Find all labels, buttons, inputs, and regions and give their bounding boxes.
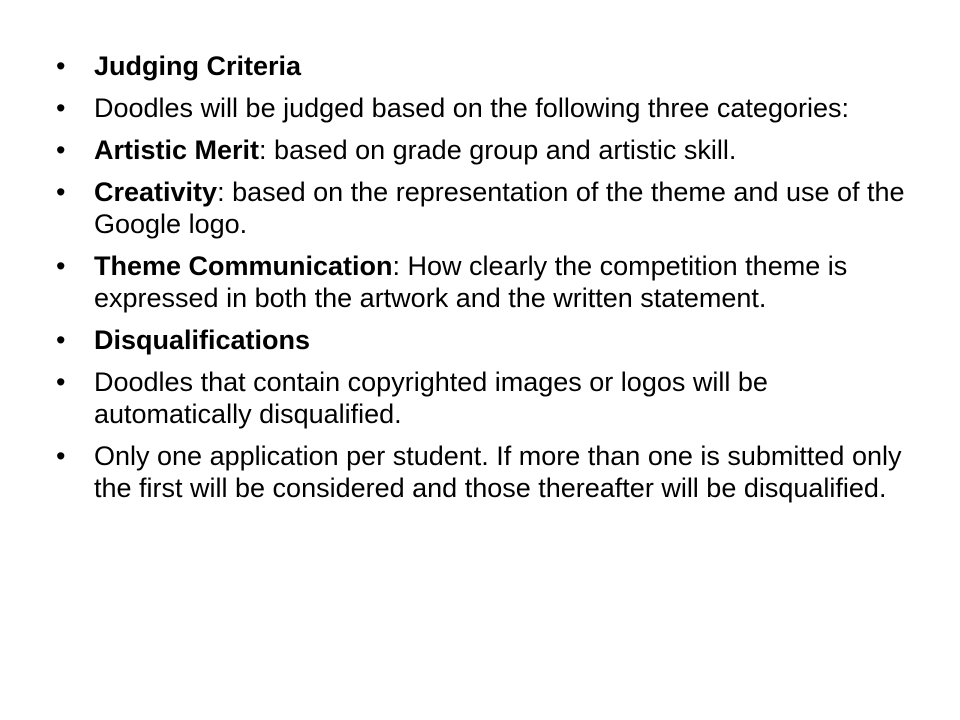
bullet-dot-icon: •	[56, 135, 66, 165]
bullet-item-judging-criteria	[56, 50, 916, 82]
bullet-text: Only one application per student. If more than one is submitted only the first will be considered and those thereafter will be disqualified.	[94, 441, 902, 503]
bullet-item-judging-intro	[56, 92, 916, 124]
bullet-bold-text: Theme Communication	[94, 251, 393, 281]
bullet-bold-text: Creativity	[94, 177, 218, 207]
bullet-text: : based on the representation of the theme and use of the Google logo.	[94, 177, 905, 239]
bullet-dot-icon: •	[56, 177, 66, 207]
bullet-list	[56, 50, 916, 514]
bullet-bold-text: Disqualifications	[94, 325, 311, 355]
bullet-text: Doodles that contain copyrighted images or logos will be automatically disqualified.	[94, 367, 768, 429]
bullet-dot-icon: •	[56, 325, 66, 355]
bullet-text: : How clearly the competition theme is expressed in both the artwork and the written statement.	[94, 251, 848, 313]
bullet-item-theme-communication	[56, 250, 916, 314]
bullet-bold-text: Artistic Merit	[94, 135, 260, 165]
bullet-item-copyrighted	[56, 366, 916, 430]
bullet-item-one-application	[56, 440, 916, 504]
bullet-item-artistic-merit	[56, 134, 916, 166]
bullet-dot-icon: •	[56, 51, 66, 81]
bullet-text: : based on grade group and artistic skill.	[259, 135, 737, 165]
bullet-dot-icon: •	[56, 251, 66, 281]
bullet-dot-icon: •	[56, 93, 66, 123]
bullet-item-creativity	[56, 176, 916, 240]
bullet-dot-icon: •	[56, 441, 66, 471]
bullet-bold-text: Judging Criteria	[94, 51, 302, 81]
bullet-item-disqualifications	[56, 324, 916, 356]
bullet-text: Doodles will be judged based on the following three categories:	[94, 93, 849, 123]
bullet-dot-icon: •	[56, 367, 66, 397]
